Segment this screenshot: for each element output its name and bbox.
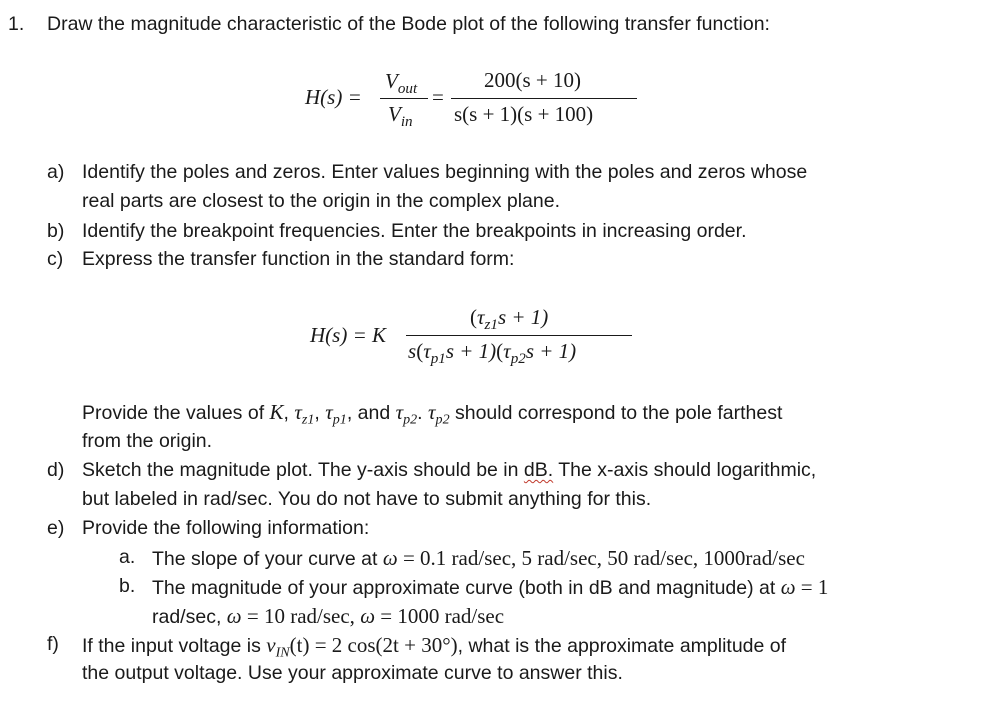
spellcheck-db: dB. xyxy=(523,459,554,481)
eq1-lhs: H(s) = xyxy=(305,85,362,109)
question-prompt: Draw the magnitude characteristic of the Bode plot of the following transfer function: xyxy=(47,13,770,35)
part-a-line2: real parts are closest to the origin in the complex plane. xyxy=(82,190,561,212)
part-d-line2: but labeled in rad/sec. You do not have to submit anything for this. xyxy=(82,488,652,510)
eq2-lhs: H(s) = K xyxy=(310,323,387,347)
question-number: 1. xyxy=(8,13,25,35)
eq2-fraction-bar xyxy=(406,335,632,336)
provide-line1: Provide the values of K, $\tau_{z1}$, $\tau_{p1}$, and $\tau_{p2}$. $\tau_{p2}$ should correspond to the pole farthest xyxy=(82,400,783,428)
eq1-vout: $V_{out}$ xyxy=(385,69,418,97)
eq2-denominator: $s(\tau_{p1}s + 1)(\tau_{p2}s + 1)$ xyxy=(408,339,577,367)
part-f-line1: If the input voltage is $v_{IN}(t) = 2$ cos(2t + 30°), what is the approximate amplitude of xyxy=(82,633,787,661)
part-e-a-text: The slope of your curve at ω = 0.1 rad/sec, 5 rad/sec, 50 rad/sec, 1000rad/sec xyxy=(152,546,805,570)
part-e-text: Provide the following information: xyxy=(82,517,370,539)
eq1-fraction2-bar xyxy=(451,98,637,99)
eq1-numerator: 200(s + 10) xyxy=(484,68,582,92)
part-b-text: Identify the breakpoint frequencies. Enter the breakpoints in increasing order. xyxy=(82,220,747,242)
part-d-line1: Sketch the magnitude plot. The y-axis should be in dB. The x-axis should logarithmic, xyxy=(82,459,817,481)
part-b-marker: b) xyxy=(47,220,65,242)
part-f-line2: the output voltage. Use your approximate curve to answer this. xyxy=(82,662,623,684)
part-a-line1: Identify the poles and zeros. Enter values beginning with the poles and zeros whose xyxy=(82,161,808,183)
eq1-equals: = xyxy=(432,85,444,109)
part-a-marker: a) xyxy=(47,161,65,183)
part-c-marker: c) xyxy=(47,248,64,270)
part-d-marker: d) xyxy=(47,459,65,481)
eq1-denominator: s(s + 1)(s + 100) xyxy=(454,102,594,126)
eq1-fraction1-bar xyxy=(380,98,428,99)
part-e-a-marker: a. xyxy=(119,546,136,568)
part-e-b-marker: b. xyxy=(119,575,136,597)
part-c-text: Express the transfer function in the standard form: xyxy=(82,248,515,270)
part-e-marker: e) xyxy=(47,517,65,539)
part-e-b-line2: rad/sec, ω = 10 rad/sec, ω = 1000 rad/sec xyxy=(152,604,505,628)
eq1-vin: $V_{in}$ xyxy=(388,102,413,130)
part-e-b-line1: The magnitude of your approximate curve (both in dB and magnitude) at ω = 1 xyxy=(152,575,829,599)
provide-line2: from the origin. xyxy=(82,430,213,452)
eq2-numerator: $(\tau_{z1}s + 1)$ xyxy=(470,305,549,333)
part-f-marker: f) xyxy=(47,633,59,655)
